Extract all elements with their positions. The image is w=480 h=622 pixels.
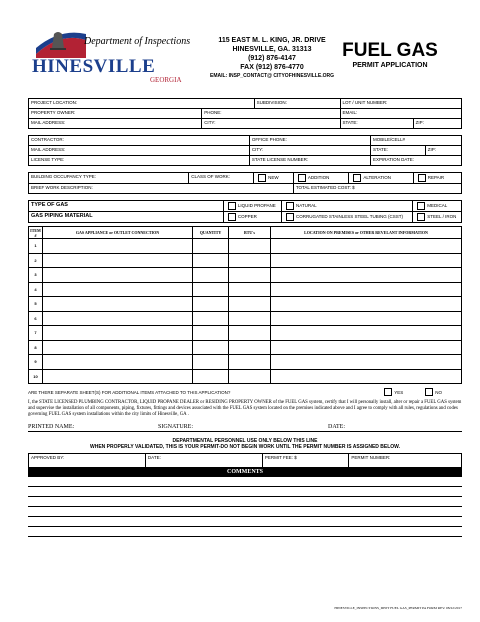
table-row: 5 — [29, 297, 462, 312]
property-owner-field[interactable]: PROPERTY OWNER: — [29, 109, 202, 119]
col-appliance: GAS APPLIANCE or OUTLET CONNECTION — [43, 227, 193, 239]
permit-fee-field[interactable]: PERMIT FEE: $ — [262, 454, 349, 468]
copper-checkbox[interactable] — [228, 213, 236, 221]
piping-steel[interactable] — [413, 212, 462, 223]
logo-state: GEORGIA — [150, 76, 182, 84]
approval-section — [28, 453, 462, 468]
owner-phone-field[interactable]: PHONE: — [202, 109, 340, 119]
comments-header: COMMENTS — [28, 468, 462, 477]
city-state-zip: HINESVILLE, GA. 31313 — [232, 46, 312, 53]
medical-label: MEDICAL — [427, 203, 448, 209]
repair-checkbox[interactable] — [418, 174, 426, 182]
piping-label: GAS PIPING MATERIAL — [29, 212, 224, 223]
alteration-checkbox[interactable] — [353, 174, 361, 182]
no-label: NO — [435, 389, 442, 395]
comment-line[interactable] — [28, 477, 462, 487]
class-repair[interactable] — [413, 173, 461, 184]
repair-label: REPAIR — [427, 175, 445, 181]
steel-label: STEEL / IRON — [427, 214, 457, 220]
addition-checkbox[interactable] — [298, 174, 306, 182]
state-license-field[interactable]: STATE LICENSE NUMBER: — [249, 156, 370, 166]
comment-line[interactable] — [28, 487, 462, 497]
col-location: LOCATION ON PREMISES or OTHER REVELANT INFORMATION — [271, 227, 462, 239]
lp-checkbox[interactable] — [228, 202, 236, 210]
steel-checkbox[interactable] — [417, 213, 425, 221]
no-checkbox[interactable] — [425, 388, 433, 396]
contractor-city-field[interactable]: CITY: — [249, 146, 370, 156]
col-btu: BTU's — [229, 227, 271, 239]
approval-date-field[interactable]: DATE: — [145, 454, 262, 468]
contractor-zip-field[interactable]: ZIP: — [425, 146, 461, 156]
copper-label: COPPER — [237, 214, 257, 220]
logo-department: Department of Inspections — [84, 36, 191, 47]
gas-section — [28, 200, 462, 223]
csst-checkbox[interactable] — [286, 213, 294, 221]
class-of-work-label: CLASS OF WORK: — [189, 173, 254, 184]
signature-field[interactable]: SIGNATURE: — [158, 424, 194, 430]
office-fax: FAX (912) 876-4770 — [240, 64, 304, 71]
comment-line[interactable] — [28, 497, 462, 507]
table-row: 1 — [29, 239, 462, 254]
class-alteration[interactable] — [349, 173, 413, 184]
contractor-state-field[interactable]: STATE: — [370, 146, 425, 156]
table-row: 3 — [29, 268, 462, 283]
addition-label: ADDITION — [307, 175, 330, 181]
certification-text: I, the STATE LICENSED PLUMBING CONTRACTOR, LIQUID PROPANE DEALER or RESIDING PROPERTY OWNER of the FUEL GAS system, certify that I will personally install, alter or repair a FUEL GAS system and supervise the installation of all components, piping, fixtures, fittings and devices associated with the FUEL GAS system located on the premises indicated above and I agree to comply with all rules, regulations and codes governing FUEL GAS system installations within the city limits of Hinesville, GA . — [28, 400, 462, 417]
building-section — [28, 172, 462, 194]
csst-label: CORRUGATED STAINLESS STEEL TUBING (CSST) — [295, 214, 404, 220]
class-new[interactable] — [254, 173, 294, 184]
yes-label: YES — [394, 389, 404, 395]
items-header-row — [29, 227, 462, 239]
dept-line2: WHEN PROPERLY VALIDATED, THIS IS YOUR PERMIT-DO NOT BEGIN WORK UNTIL THE PERMIT NUMBER IS ASSIGNED BELOW. — [89, 444, 401, 450]
new-checkbox[interactable] — [258, 174, 266, 182]
table-row: 4 — [29, 282, 462, 297]
owner-email-field[interactable]: EMAIL: — [340, 109, 461, 119]
col-item: ITEM # — [30, 227, 41, 238]
table-row: 2 — [29, 253, 462, 268]
dept-line1: DEPARTMENTAL PERSONNEL USE ONLY BELOW THIS LINE — [172, 438, 318, 444]
departmental-notice — [28, 438, 462, 450]
yes-checkbox[interactable] — [384, 388, 392, 396]
table-row: 6 — [29, 311, 462, 326]
comment-line[interactable] — [28, 507, 462, 517]
separate-sheets-row — [28, 388, 462, 396]
owner-mail-field[interactable]: MAIL ADDRESS: — [29, 119, 202, 129]
table-row: 7 — [29, 326, 462, 341]
office-email: EMAIL: INSP_CONTACT@ CITYOFHINESVILLE.ORG — [210, 73, 334, 79]
comments-area[interactable] — [28, 477, 462, 537]
street-address: 115 EAST M. L. KING, JR. DRIVE — [218, 37, 326, 44]
lot-field[interactable]: LOT / UNIT NUMBER: — [340, 99, 461, 109]
alteration-label: ALTERATION — [363, 175, 391, 181]
class-addition[interactable] — [293, 173, 349, 184]
printed-name-field[interactable]: PRINTED NAME: — [28, 424, 75, 430]
office-phone-field[interactable]: OFFICE PHONE: — [249, 136, 370, 146]
signature-line — [28, 424, 462, 432]
gas-natural[interactable] — [281, 201, 412, 212]
table-row: 8 — [29, 340, 462, 355]
permit-number-field[interactable]: PERMIT NUMBER: — [349, 454, 462, 468]
brief-description-field[interactable]: BRIEF WORK DESCRIPTION: — [29, 184, 294, 194]
owner-zip-field[interactable]: ZIP: — [413, 119, 461, 129]
total-cost-field[interactable]: TOTAL ESTIMATED COST: $ — [293, 184, 461, 194]
title-fuel-gas: FUEL GAS — [342, 40, 438, 61]
license-type-field[interactable]: LICENSE TYPE: — [29, 156, 250, 166]
contractor-field[interactable]: CONTRACTOR: — [29, 136, 250, 146]
type-of-gas-label: TYPE OF GAS — [29, 201, 224, 212]
piping-copper[interactable] — [223, 212, 281, 223]
natural-checkbox[interactable] — [286, 202, 294, 210]
comment-line[interactable] — [28, 517, 462, 527]
project-section — [28, 98, 462, 129]
col-quantity: QUANTITY — [193, 227, 229, 239]
form-header — [28, 22, 462, 90]
logo-city: HINESVILLE — [32, 56, 156, 77]
table-row: 10 — [29, 369, 462, 384]
piping-csst[interactable] — [281, 212, 412, 223]
lp-label: LIQUID PROPANE — [237, 203, 276, 209]
mobile-field[interactable]: MOBILE/CELL# — [370, 136, 461, 146]
project-location-field[interactable]: PROJECT LOCATION: — [29, 99, 255, 109]
table-row: 9 — [29, 355, 462, 370]
owner-state-field[interactable]: STATE: — [340, 119, 413, 129]
approved-by-field[interactable]: APPROVED BY: — [29, 454, 146, 468]
permit-form — [28, 22, 462, 537]
natural-label: NATURAL — [295, 203, 317, 209]
signature-date-field[interactable]: DATE: — [328, 424, 345, 430]
form-footer: HINESVILLE_INSPECTIONS_DEPT FUEL GAS_PERMIT PA FORM REV. 08/22/2017 — [334, 606, 462, 610]
items-table — [28, 226, 462, 384]
medical-checkbox[interactable] — [417, 202, 425, 210]
owner-city-field[interactable]: CITY: — [202, 119, 340, 129]
subdivision-field[interactable]: SUBDIVISION: — [254, 99, 340, 109]
gas-medical[interactable] — [413, 201, 462, 212]
gas-lp[interactable] — [223, 201, 281, 212]
office-phone: (912) 876-4147 — [248, 55, 296, 62]
form-title — [318, 40, 462, 69]
separate-sheets-question: ARE THERE SEPARATE SHEET(S) FOR ADDITIONAL ITEMS ATTACHED TO THIS APPLICATION? — [28, 389, 231, 395]
expiration-field[interactable]: EXPIRATION DATE: — [370, 156, 461, 166]
occupancy-field[interactable]: BUILDING OCCUPANCY TYPE: — [29, 173, 189, 184]
new-label: NEW — [268, 175, 279, 181]
contractor-mail-field[interactable]: MAIL ADDRESS: — [29, 146, 250, 156]
title-permit-application: PERMIT APPLICATION — [352, 62, 428, 69]
contractor-section — [28, 135, 462, 166]
comment-line[interactable] — [28, 527, 462, 537]
